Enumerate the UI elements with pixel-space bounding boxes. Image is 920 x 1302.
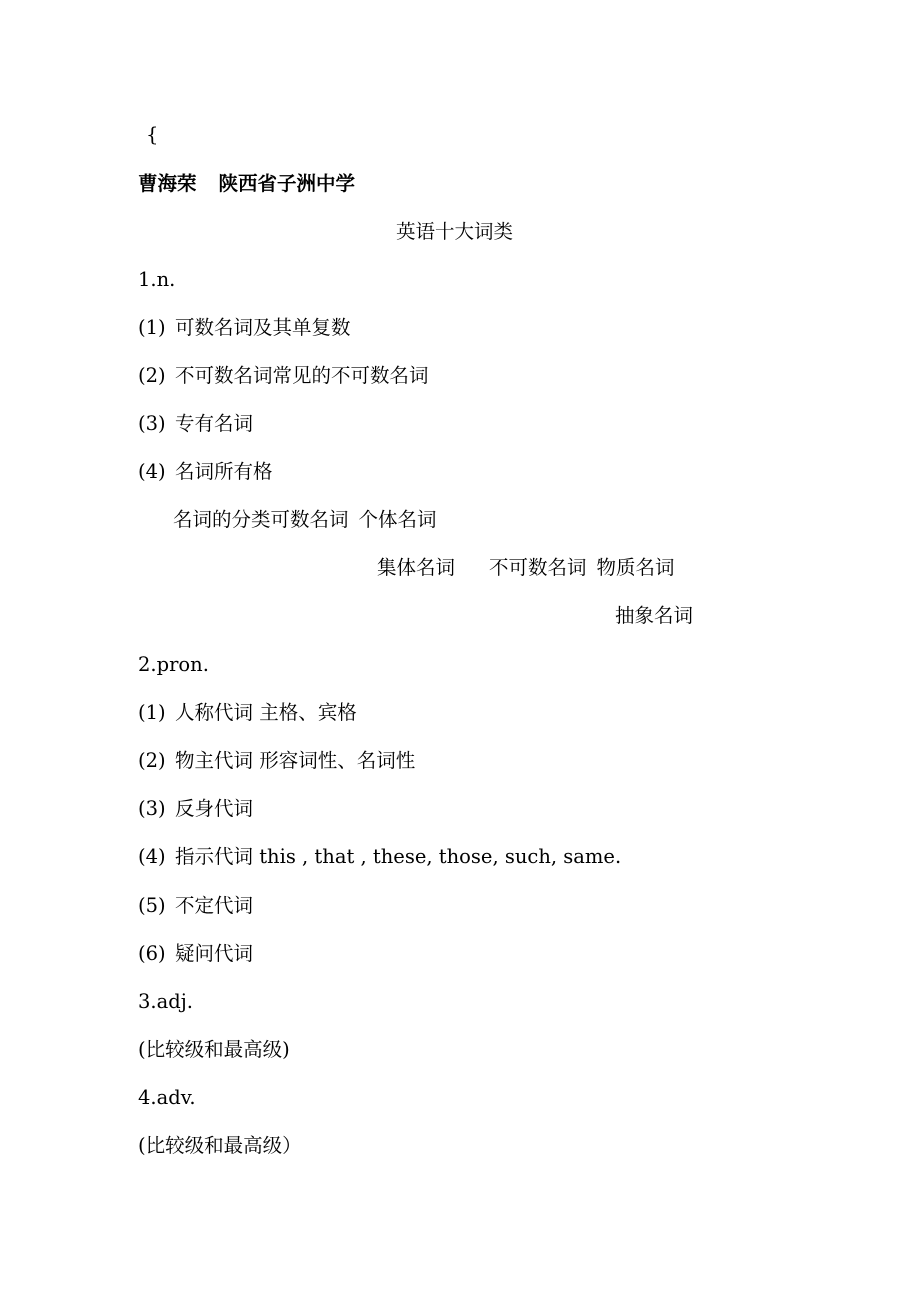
noun-classification-row-2 <box>377 555 675 581</box>
item-text: 名词所有格 <box>175 460 273 483</box>
author-school: 陕西省子洲中学 <box>218 172 356 195</box>
list-item <box>138 941 253 967</box>
item-text: 可数名词及其单复数 <box>175 316 351 339</box>
list-item <box>138 893 253 919</box>
noun-classification-row-1 <box>173 507 437 533</box>
list-item <box>138 411 253 437</box>
individual-noun: 个体名词 <box>358 508 437 531</box>
top-brace: { <box>146 123 159 146</box>
section-heading-pron: 2.pron. <box>138 653 209 676</box>
section-note-adj: (比较级和最高级) <box>138 1038 290 1061</box>
abstract-noun: 抽象名词 <box>615 604 694 627</box>
item-number: (5) <box>138 894 166 917</box>
item-number: (1) <box>138 316 166 339</box>
list-item <box>138 459 273 485</box>
page-title: 英语十大词类 <box>396 220 514 243</box>
item-number: (4) <box>138 845 166 868</box>
item-text: 不可数名词常见的不可数名词 <box>175 364 429 387</box>
section-heading-adv: 4.adv. <box>138 1086 196 1109</box>
list-item <box>138 363 429 389</box>
item-text: 疑问代词 <box>175 942 254 965</box>
section-heading-noun: 1.n. <box>138 268 176 291</box>
item-number: (2) <box>138 749 166 772</box>
item-text: 物主代词 形容词性、名词性 <box>175 749 416 772</box>
list-item <box>138 748 415 774</box>
item-number: (4) <box>138 460 166 483</box>
uncountable-noun: 不可数名词 <box>489 556 587 579</box>
item-number: (3) <box>138 797 166 820</box>
item-number: (2) <box>138 364 166 387</box>
item-number: (6) <box>138 942 166 965</box>
item-text: 不定代词 <box>175 894 254 917</box>
section-heading-adj: 3.adj. <box>138 990 193 1013</box>
list-item <box>138 315 351 341</box>
list-item <box>138 844 621 870</box>
item-text: 专有名词 <box>175 412 254 435</box>
item-text: 指示代词 this , that , these, those, such, same. <box>175 845 622 868</box>
author-line <box>138 171 355 197</box>
classification-label: 名词的分类 <box>173 508 271 531</box>
countable-noun: 可数名词 <box>270 508 349 531</box>
material-noun: 物质名词 <box>596 556 675 579</box>
item-text: 人称代词 主格、宾格 <box>175 701 357 724</box>
item-text: 反身代词 <box>175 797 254 820</box>
list-item <box>138 796 253 822</box>
list-item <box>138 700 357 726</box>
author-name: 曹海荣 <box>138 172 197 195</box>
collective-noun: 集体名词 <box>377 556 456 579</box>
section-note-adv: (比较级和最高级） <box>138 1134 302 1157</box>
item-number: (1) <box>138 701 166 724</box>
item-number: (3) <box>138 412 166 435</box>
